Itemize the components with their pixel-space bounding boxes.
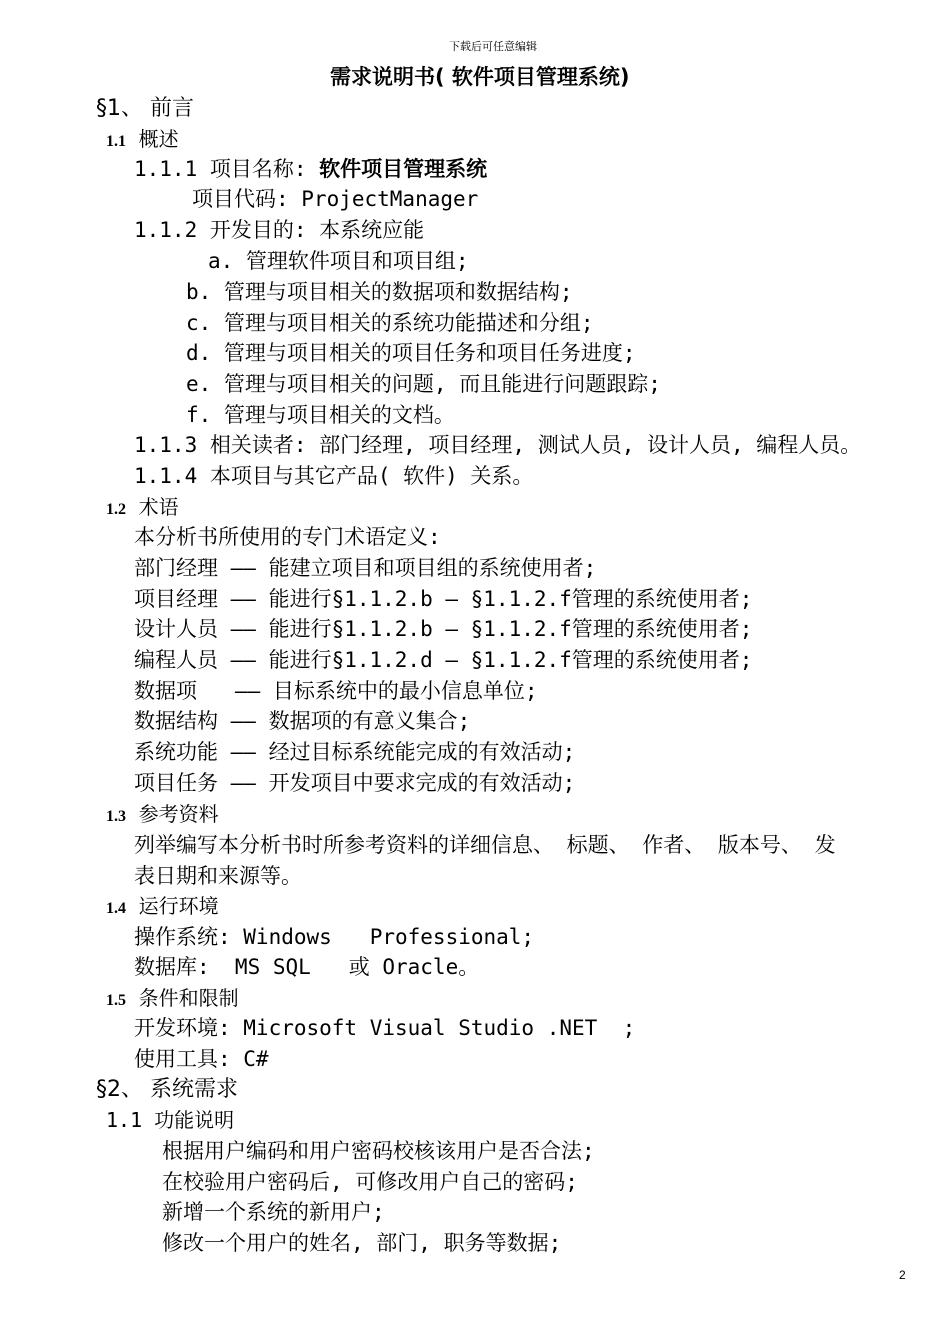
section-number: 1.1: [106, 133, 126, 150]
term-entry: 部门经理 —— 能建立项目和项目组的系统使用者;: [134, 556, 597, 580]
function-line: 修改一个用户的姓名, 部门, 职务等数据;: [162, 1231, 562, 1255]
term-entry: 系统功能 —— 经过目标系统能完成的有效活动;: [134, 740, 576, 764]
section-2-1-heading: 1.1 功能说明: [106, 1108, 235, 1132]
section-title: 参考资料: [138, 802, 219, 826]
purpose-b: b. 管理与项目相关的数据项和数据结构;: [186, 280, 573, 304]
references-line-2: 表日期和来源等。: [134, 864, 302, 888]
item-1-1-3: 1.1.3 相关读者: 部门经理, 项目经理, 测试人员, 设计人员, 编程人员。: [134, 433, 862, 457]
section-title: 术语: [138, 495, 179, 519]
section-1-heading: §1、 前言: [96, 96, 194, 121]
dev-env-line: 开发环境: Microsoft Visual Studio .NET ;: [134, 1016, 636, 1040]
section-number: 1.5: [106, 992, 126, 1009]
os-line: 操作系统: Windows Professional;: [134, 925, 535, 949]
purpose-f: f. 管理与项目相关的文档。: [186, 403, 455, 427]
item-1-1-2: 1.1.2 开发目的: 本系统应能: [134, 218, 425, 242]
project-name: 软件项目管理系统: [319, 157, 488, 181]
function-line: 新增一个系统的新用户;: [162, 1200, 385, 1224]
terms-intro: 本分析书所使用的专门术语定义:: [134, 525, 441, 549]
term-entry: 数据项 —— 目标系统中的最小信息单位;: [134, 679, 538, 703]
item-1-1-4: 1.1.4 本项目与其它产品( 软件) 关系。: [134, 464, 534, 488]
section-number: 1.3: [106, 808, 126, 825]
purpose-d: d. 管理与项目相关的项目任务和项目任务进度;: [186, 341, 636, 365]
project-code: 项目代码: ProjectManager: [192, 187, 479, 211]
database-line: 数据库: MS SQL 或 Oracle。: [134, 955, 480, 979]
purpose-a: a. 管理软件项目和项目组;: [208, 249, 469, 273]
document-title: 需求说明书( 软件项目管理系统): [330, 65, 630, 89]
tool-line: 使用工具: C#: [134, 1047, 269, 1071]
item-1-1-1: [134, 154, 487, 184]
section-2-heading: §2、 系统需求: [96, 1077, 238, 1102]
function-line: 根据用户编码和用户密码校核该用户是否合法;: [162, 1139, 595, 1163]
section-1-1-heading: [106, 124, 179, 154]
section-1-3-heading: [106, 799, 219, 829]
term-entry: 编程人员 —— 能进行§1.1.2.d – §1.1.2.f管理的系统使用者;: [134, 648, 753, 672]
term-entry: 设计人员 —— 能进行§1.1.2.b – §1.1.2.f管理的系统使用者;: [134, 617, 753, 641]
purpose-c: c. 管理与项目相关的系统功能描述和分组;: [186, 311, 594, 335]
function-line: 在校验用户密码后, 可修改用户自己的密码;: [162, 1170, 578, 1194]
page-number: 2: [899, 1268, 906, 1282]
term-entry: 项目任务 —— 开发项目中要求完成的有效活动;: [134, 771, 576, 795]
term-entry: 数据结构 —— 数据项的有意义集合;: [134, 709, 471, 733]
section-1-4-heading: [106, 891, 219, 921]
term-entry: 项目经理 —— 能进行§1.1.2.b – §1.1.2.f管理的系统使用者;: [134, 587, 753, 611]
references-line-1: 列举编写本分析书时所参考资料的详细信息、 标题、 作者、 版本号、 发: [134, 833, 836, 857]
section-1-5-heading: [106, 983, 239, 1013]
section-1-2-heading: [106, 492, 179, 522]
section-title: 运行环境: [138, 894, 219, 918]
section-number: 1.2: [106, 501, 126, 518]
section-title: 概述: [138, 127, 179, 151]
section-title: 条件和限制: [138, 986, 239, 1010]
header-note: 下载后可任意编辑: [449, 40, 537, 53]
item-label: 1.1.1 项目名称:: [134, 157, 320, 181]
purpose-e: e. 管理与项目相关的问题, 而且能进行问题跟踪;: [186, 372, 661, 396]
section-number: 1.4: [106, 900, 126, 917]
